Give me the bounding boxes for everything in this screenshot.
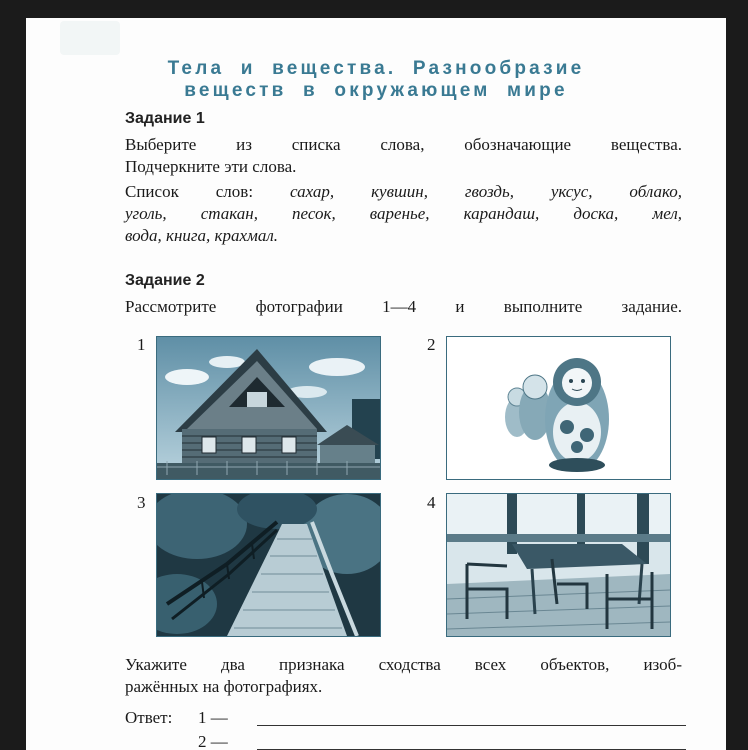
faint-watermark [60, 21, 120, 55]
photo-number-4: 4 [427, 493, 436, 512]
page-title-line2: веществ в окружающем мире [184, 80, 568, 101]
photo-wooden-bridge [156, 493, 381, 637]
task2-question-line1: Укажите два признака сходства всех объектов, изоб- [125, 655, 682, 674]
page-title-line1: Тела и вещества. Разнообразие [167, 58, 585, 79]
task1-list-prefix: Список слов: [125, 182, 254, 201]
task2-question-line2: ражённых на фотографиях. [125, 677, 323, 696]
task1-list-line2: уголь, стакан, песок, варенье, карандаш, доска, мел, [125, 204, 682, 223]
task2-heading: Задание 2 [125, 272, 205, 289]
photo-matryoshka-dolls [446, 336, 671, 480]
task1-list-line1 [125, 181, 682, 203]
answer-label: Ответ: [125, 708, 173, 727]
photo-wooden-house [156, 336, 381, 480]
photo-number-1: 1 [137, 335, 146, 354]
photo-number-3: 3 [137, 493, 146, 512]
task1-instruction-line1: Выберите из списка слова, обозначающие вещества. [125, 135, 682, 154]
task1-list-words-1: сахар, кувшин, гвоздь, уксус, облако, [289, 182, 683, 201]
answer-1-label: 1 — [198, 708, 228, 727]
answer-1-line[interactable] [257, 725, 686, 726]
task1-heading: Задание 1 [125, 110, 205, 127]
answer-2-label: 2 — [198, 732, 228, 750]
photo-wooden-table-chairs [446, 493, 671, 637]
workbook-page [26, 18, 726, 750]
task1-list-line3: вода, книга, крахмал. [125, 226, 279, 245]
task1-instruction-line2: Подчеркните эти слова. [125, 157, 297, 176]
photo-number-2: 2 [427, 335, 436, 354]
task2-instruction: Рассмотрите фотографии 1—4 и выполните задание. [125, 297, 682, 316]
